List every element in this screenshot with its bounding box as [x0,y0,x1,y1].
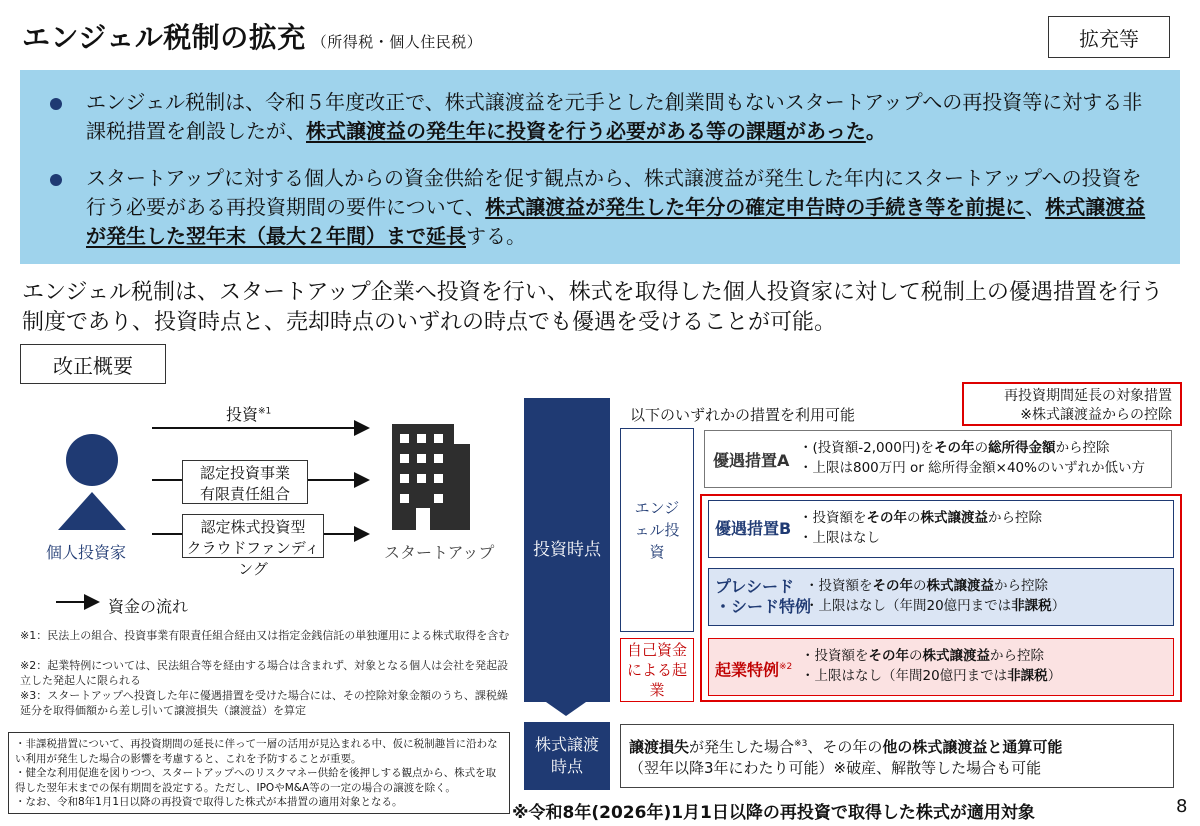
sale-time-row [620,724,1174,788]
nontaxable-note-1: ・非課税措置について、再投資期間の延長に伴って一層の活用が見込まれる中、仮に税制趣旨に沿わない利用が発生した場合の影響を考慮すると、これを予防することが重要。 [15,738,498,765]
measure-b-desc-1: ・投資額をその年の株式譲渡益から控除 [799,510,1042,526]
preseed-desc-1: ・投資額をその年の株式譲渡益から控除 [805,578,1048,594]
footnote-3: ※3：スタートアップへ投資した年に優遇措置を受けた場合には、その控除対象金額のうち、課税繰延分を取得価額から差し引いて譲渡損失（譲渡益）を算定 [20,689,508,717]
down-arrow-icon [546,702,586,716]
footnote-1: ※1：民法上の組合、投資事業有限責任組合経由又は指定金銭信託の単独運用による株式取得を含む [20,629,510,642]
crowdfunding-box: 認定株式投資型 クラウドファンディング [182,514,324,558]
person-icon [58,434,126,530]
startup-label: スタートアップ [384,543,495,562]
investment-time-box: 投資時点 [524,398,610,702]
preseed-desc-2: ・上限はなし（年間20億円までは非課税） [805,598,1066,614]
intro-text: エンジェル税制は、スタートアップ企業へ投資を行い、株式を取得した個人投資家に対して税制上の優遇措置を行う制度であり、投資時点と、売却時点のいずれの時点でも優遇を受けることが可能。 [22,280,1163,335]
nontaxable-note-3: ・なお、令和8年1月1日以降の再投資で取得した株式が本措置の適用対象となる。 [15,796,403,808]
summary-bullet-1: エンジェル税制は、令和５年度改正で、株式譲渡益を元手とした創業間もないスタートアップへの再投資等に対する非課税措置を創設したが、株式譲渡益の発生年に投資を行う必要がある等の課題があった。 [86,90,1143,143]
nontaxable-note-2: ・健全な利用促進を図りつつ、スタートアップへのリスクマネー供給を後押しする観点から、株式を取得した翌年末までの保有期間を設定する。ただし、IPOやM&A等の一定の場合の譲渡を除く。 [15,767,497,794]
preseed-title: プレシード ・シード特例 [715,577,812,616]
measure-b-title: 優遇措置B [715,519,792,538]
investor-label: 個人投資家 [46,543,127,562]
building-icon [392,424,470,530]
self-funded-startup-box: 自己資金による起業 [620,638,694,702]
startup-founder-desc-2: ・上限はなし（年間20億円までは非課税） [801,668,1062,684]
measure-a-desc-1: ・(投資額-2,000円)をその年の総所得金額から控除 [799,440,1110,456]
startup-founder-title: 起業特例$^{※2}$ [715,660,793,680]
nontaxable-note-box [8,732,510,814]
extension-target-callout: 再投資期間延長の対象措置 ※株式譲渡益からの控除 [962,382,1182,426]
page-title: エンジェル税制の拡充 （所得税・個人住民税） [22,21,483,54]
page-subtitle: （所得税・個人住民税） [311,33,483,51]
footnote-2: ※2：起業特例については、民法組合等を経由する場合は含まれず、対象となる個人は会社を発起設立した発起人に限られる [20,659,509,687]
summary-bullet-2: スタートアップに対する個人からの資金供給を促す観点から、株式譲渡益が発生した年内にスタートアップへの投資を行う必要がある再投資期間の要件について、株式譲渡益が発生した年分の確定申告時の手続き等を前提に、株式譲渡益が発生した翌年末（最大２年間）まで延長する。 [86,166,1146,248]
page-number: 8 [1176,796,1188,817]
sale-desc-2: （翌年以降3年にわたり可能）※破産、解散等した場合も可能 [629,759,1042,777]
angel-investment-box: エンジェル投資 [620,428,694,632]
preseed-seed-row [708,568,1174,626]
startup-founder-row [708,638,1174,696]
sale-time-box: 株式譲渡時点 [524,722,610,790]
section-label: 改正概要 [20,344,166,384]
measure-a-desc-2: ・上限は800万円 or 総所得金額×40%のいずれか低い方 [799,460,1145,476]
investment-label: 投資$^{※1}$ [226,405,272,424]
measure-b-desc-2: ・上限はなし [799,530,880,546]
category-tag: 拡充等 [1048,16,1170,58]
sale-desc-1: 譲渡損失が発生した場合$^{※3}$、その年の他の株式譲渡益と通算可能 [629,738,1063,756]
measure-a-row [704,430,1172,488]
options-caption: 以下のいずれかの措置を利用可能 [630,406,856,424]
footer-note: ※令和8年(2026年)1月1日以降の再投資で取得した株式が適用対象 [512,803,1035,823]
measure-a-title: 優遇措置A [713,451,790,470]
startup-founder-desc-1: ・投資額をその年の株式譲渡益から控除 [801,648,1044,664]
flow-legend-label: 資金の流れ [108,597,189,616]
lps-box: 認定投資事業 有限責任組合 [182,460,308,504]
measure-b-row [708,500,1174,558]
